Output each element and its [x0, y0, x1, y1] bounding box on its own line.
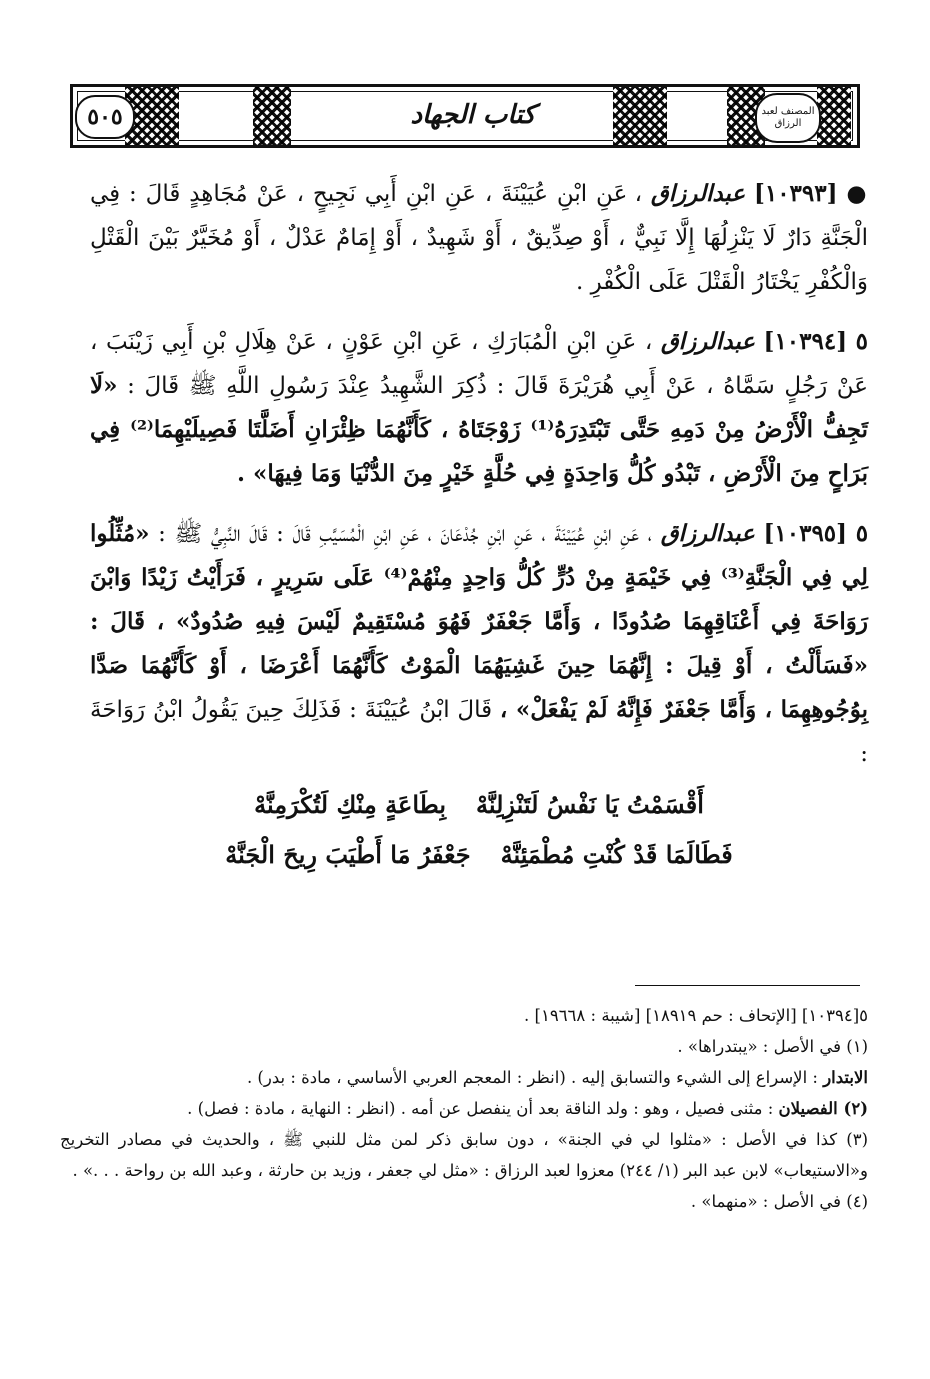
ornament-pattern — [817, 87, 851, 145]
footnote — [60, 1124, 868, 1186]
page-header — [70, 84, 860, 148]
footnote — [60, 1062, 868, 1093]
footnote-text: (١) في الأصل : «يبتدراها» . — [677, 1037, 868, 1056]
footnote-text: (٣) كذا في الأصل : «مثلوا لي في الجنة» ، دون سابق ذكر لمن مثل للنبي ﷺ ، والحديث في مصادر التخريج و«الاستيعاب» لابن عبد البر (١/ ٢٤٤) معزوا لعبد الرزاق : «مثل لي جعفر ، وزيد بن حارثة ، وعبد الله بن رواحة . . .» . — [60, 1130, 868, 1180]
footnote-text: (٤) في الأصل : «منهما» . — [690, 1192, 868, 1211]
hadith-text: ، عَنِ ابْنِ الْمُبَارَكِ ، عَنِ ابْنِ عَوْنٍ ، عَنْ هِلَالِ بْنِ أَبِي زَيْنَبَ ، عَنْ رَجُلٍ سَمَّاهُ ، عَنْ أَبِي هُرَيْرَةَ قَالَ : ذُكِرَ الشَّهِيدُ عِنْدَ رَسُولِ اللَّهِ ﷺ قَالَ : — [90, 329, 868, 399]
footnote-text: ٥[١٠٣٩٤] [الإتحاف : حم ١٨٩١٩] [شيبة : ١٩٦٦٨] . — [524, 1006, 868, 1025]
footnote — [60, 1000, 868, 1031]
hadith-text: ، عَنِ ابْنِ عُيَيْنَةَ ، عَنِ ابْنِ جُدْعَانَ ، عَنِ ابْنِ الْمُسَيَّبِ قَالَ : قَالَ النَّبِيُّ ﷺ : — [158, 521, 653, 547]
footnotes — [60, 1000, 868, 1217]
book-title: كتاب الجهاد — [373, 93, 573, 137]
footnote — [60, 1031, 868, 1062]
compiler-name: عبدالرزاق — [660, 328, 755, 355]
footnote-term: (٢) الفصيلان — [778, 1099, 868, 1118]
hadith-entry — [90, 320, 868, 496]
hadith-text: قَالَ ابْنُ عُيَيْنَةَ : فَذَلِكَ حِينَ يَقُولُ ابْنُ رَوَاحَةَ : — [90, 697, 868, 767]
main-text — [90, 172, 868, 896]
entry-marker: ٥ — [855, 520, 869, 547]
hadith-number: [١٠٣٩٤] — [763, 328, 848, 355]
prophetic-quote: «لَا تَجِفُّ الْأَرْضُ مِنْ دَمِهِ حَتَّى تَبْتَدِرَهُ⁽¹⁾ زَوْجَتَاهُ ، كَأَنَّهُمَا ظِئْرَانِ أَضَلَّتَا فَصِيلَيْهِمَا⁽²⁾ فِي بَرَاحٍ مِنَ الْأَرْضِ ، تَبْدُو كُلُّ وَاحِدَةٍ فِي حُلَّةٍ خَيْرٍ مِنَ الدُّنْيَا وَمَا فِيهَا» . — [90, 372, 868, 487]
page-number: ٥٠٥ — [75, 95, 135, 139]
ornament-pattern — [613, 87, 667, 145]
compiler-name: عبدالرزاق — [650, 180, 746, 207]
author-logo: المصنف لعبد الرزاق — [755, 93, 821, 143]
hadith-number: [١٠٣٩٣] — [753, 180, 838, 207]
footnote-text: : الإسراع إلى الشيء والتسابق إليه . (انظر : المعجم العربي الأساسي ، مادة : بدر) . — [246, 1068, 824, 1087]
hadith-entry — [90, 172, 868, 304]
poem-hemistich: فَطَالَمَا قَدْ كُنْتِ مُطْمَئِنَّهْ — [500, 840, 733, 869]
compiler-name: عبدالرزاق — [660, 520, 755, 547]
footnote-separator — [635, 985, 860, 986]
ornament-pattern — [253, 87, 291, 145]
entry-marker: ● — [846, 180, 869, 207]
hadith-number: [١٠٣٩٥] — [763, 520, 848, 547]
poem-hemistich: بِطَاعَةٍ مِنْكِ لَتُكْرَمِنَّهْ — [254, 790, 446, 819]
footnote-term: الابتدار — [823, 1068, 868, 1087]
footnote — [60, 1186, 868, 1217]
hadith-text: ، عَنِ ابْنِ عُيَيْنَةَ ، عَنِ ابْنِ أَبِي نَجِيحٍ ، عَنْ مُجَاهِدٍ قَالَ : فِي الْجَنَّةِ دَارٌ لَا يَنْزِلُهَا إِلَّا نَبِيٌّ ، أَوْ صِدِّيقٌ ، أَوْ شَهِيدٌ ، أَوْ إِمَامٌ عَدْلٌ ، أَوْ مُخَيَّرٌ بَيْنَ الْقَتْلِ وَالْكُفْرِ يَخْتَارُ الْقَتْلَ عَلَى الْكُفْرِ . — [90, 181, 868, 295]
hadith-entry — [90, 512, 868, 880]
poem-hemistich: أَقْسَمْتُ يَا نَفْسُ لَتَنْزِلِنَّهْ — [476, 790, 704, 819]
poem — [90, 780, 868, 880]
entry-marker: ٥ — [855, 328, 869, 355]
poem-hemistich: جَعْفَرُ مَا أَطْيَبَ رِيحَ الْجَنَّهْ — [225, 840, 471, 869]
footnote — [60, 1093, 868, 1124]
poem-verse — [90, 780, 868, 830]
footnote-text: : مثنى فصيل ، وهو : ولد الناقة بعد أن ينفصل عن أمه . (انظر : النهاية ، مادة : فصل) . — [187, 1099, 779, 1118]
prophetic-quote: «مُثِّلُوا لِي فِي الْجَنَّةِ⁽³⁾ فِي خَيْمَةٍ مِنْ دُرٍّ كُلُّ وَاحِدٍ مِنْهُمْ⁽⁴⁾ عَلَى سَرِيرٍ ، فَرَأَيْتُ زَيْدًا وَابْنَ رَوَاحَةَ فِي أَعْنَاقِهِمَا صُدُودًا ، وَأَمَّا جَعْفَرٌ فَهُوَ مُسْتَقِيمٌ لَيْسَ فِيهِ صُدُودٌ» ، قَالَ : «فَسَأَلْتُ ، أَوْ قِيلَ : إِنَّهُمَا حِينَ غَشِيَهُمَا الْمَوْتُ كَأَنَّهُمَا أَعْرَضَا ، أَوْ كَأَنَّهُمَا صَدَّا بِوُجُوهِهِمَا ، وَأَمَّا جَعْفَرٌ فَإِنَّهُ لَمْ يَفْعَلْ» ، — [90, 520, 868, 723]
poem-verse — [90, 830, 868, 880]
